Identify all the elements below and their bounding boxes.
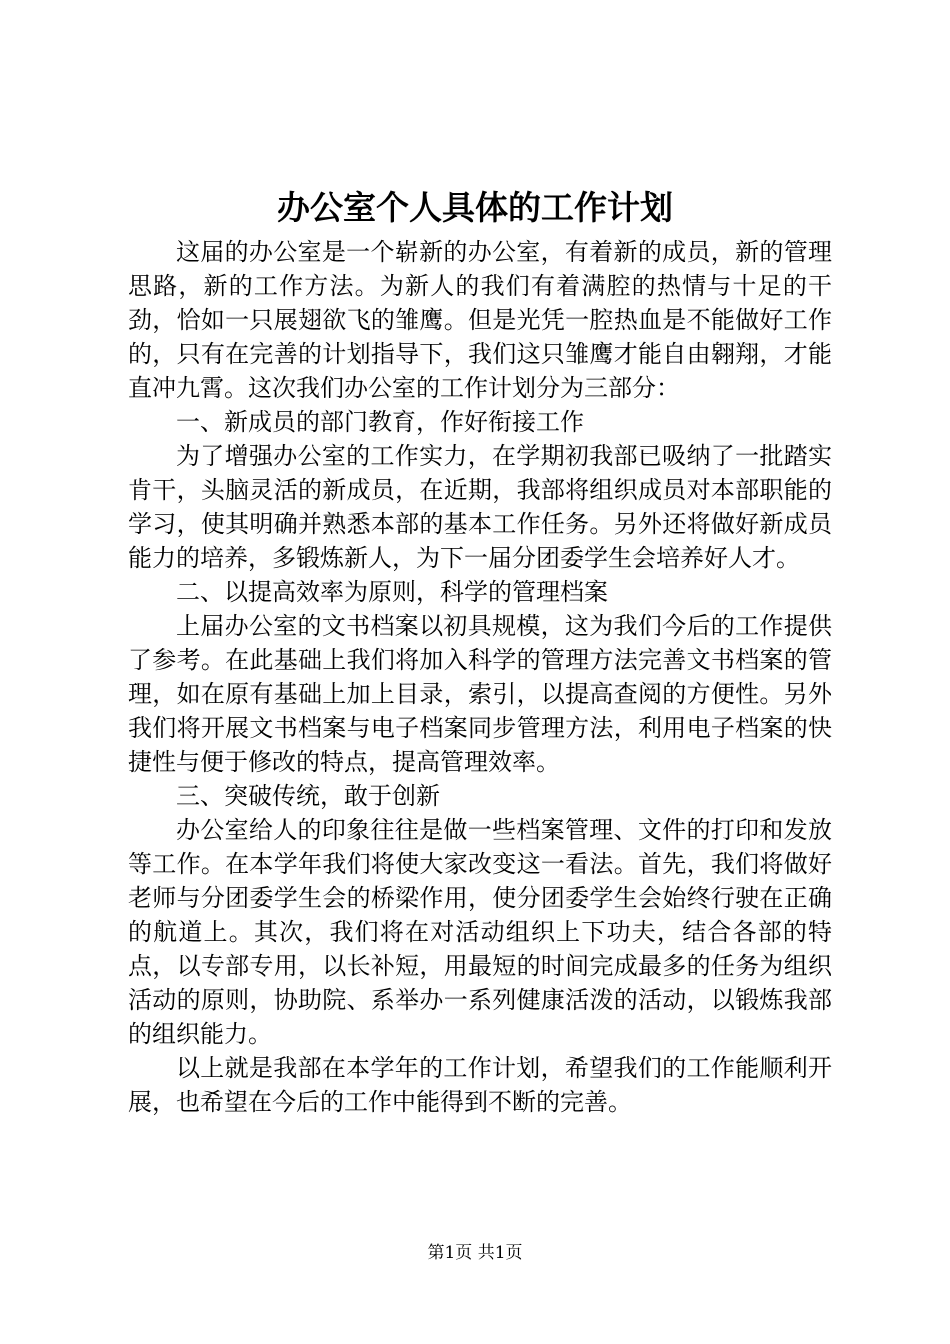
section-heading-1: 一、新成员的部门教育，作好衔接工作 bbox=[176, 408, 584, 436]
section-paragraph-2: 上届办公室的文书档案以初具规模，这为我们今后的工作提供了参考。在此基础上我们将加入科学的管理方法完善文书档案的管理，如在原有基础上加上目录，索引，以提高查阅的方便性。另外我们将开展文书档案与电子档案同步管理方法，利用电子档案的快捷性与便于修改的特点，提高管理效率。 bbox=[128, 612, 832, 776]
page-footer: 第1页 共1页 bbox=[427, 1243, 523, 1263]
document-title: 办公室个人具体的工作计划 bbox=[277, 188, 673, 227]
section-paragraph-1: 为了增强办公室的工作实力，在学期初我部已吸纳了一批踏实肯干，头脑灵活的新成员，在近期，我部将组织成员对本部职能的学习，使其明确并熟悉本部的基本工作任务。另外还将做好新成员能力的培养，多锻炼新人，为下一届分团委学生会培养好人才。 bbox=[128, 442, 832, 572]
intro-paragraph: 这届的办公室是一个崭新的办公室，有着新的成员，新的管理思路，新的工作方法。为新人的我们有着满腔的热情与十足的干劲，恰如一只展翅欲飞的雏鹰。但是光凭一腔热血是不能做好工作的，只有在完善的计划指导下，我们这只雏鹰才能自由翱翔，才能直冲九霄。这次我们办公室的工作计划分为三部分： bbox=[128, 238, 832, 402]
document-body bbox=[128, 235, 832, 1119]
closing-paragraph: 以上就是我部在本学年的工作计划，希望我们的工作能顺利开展，也希望在今后的工作中能得到不断的完善。 bbox=[128, 1054, 832, 1116]
section-heading-3: 三、突破传统，敢于创新 bbox=[176, 782, 440, 810]
section-paragraph-3: 办公室给人的印象往往是做一些档案管理、文件的打印和发放等工作。在本学年我们将使大家改变这一看法。首先，我们将做好老师与分团委学生会的桥梁作用，使分团委学生会始终行驶在正确的航道上。其次，我们将在对活动组织上下功夫，结合各部的特点，以专部专用，以长补短，用最短的时间完成最多的任务为组织活动的原则，协助院、系举办一系列健康活泼的活动，以锻炼我部的组织能力。 bbox=[128, 816, 832, 1048]
section-heading-2: 二、以提高效率为原则，科学的管理档案 bbox=[176, 578, 608, 606]
